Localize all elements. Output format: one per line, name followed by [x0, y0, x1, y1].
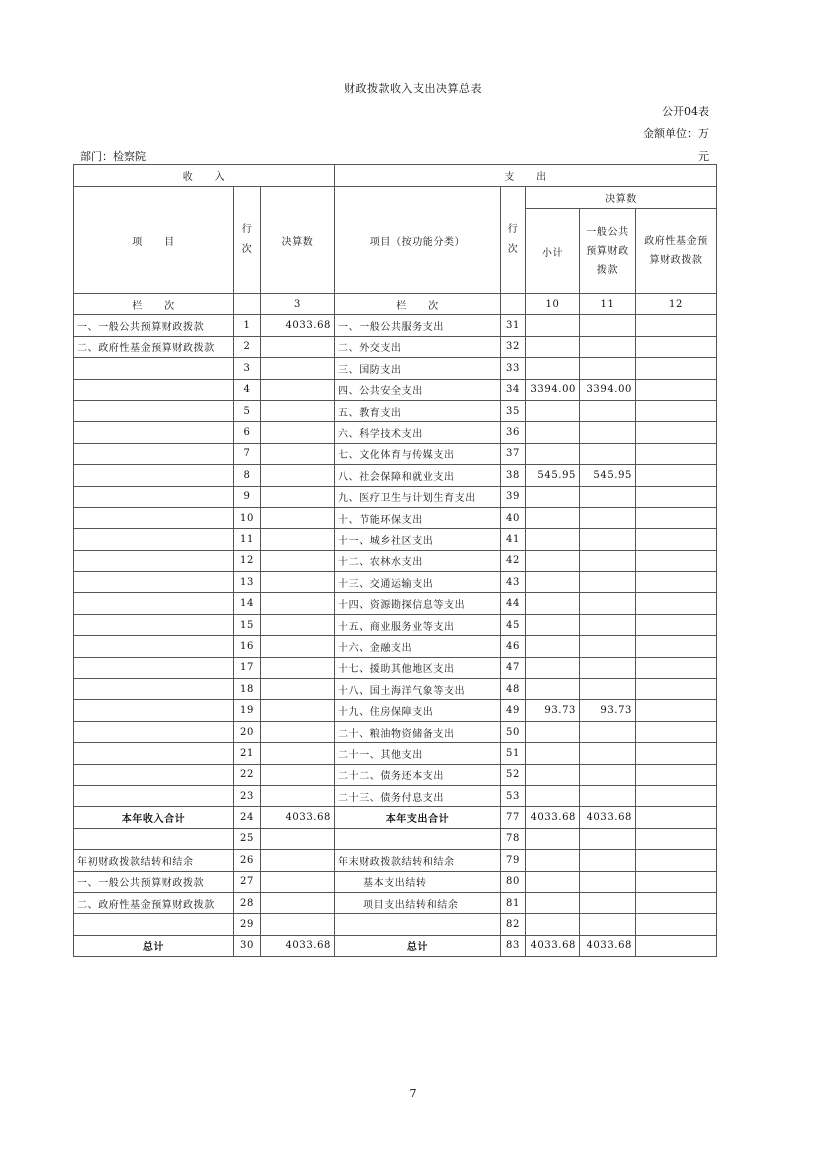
col-row-label-2: 栏 次	[335, 294, 501, 315]
expense-general	[580, 850, 636, 871]
expense-item: 二十一、其他支出	[335, 743, 501, 764]
expense-general	[580, 785, 636, 806]
expense-general	[580, 892, 636, 913]
expense-item: 十六、金融支出	[335, 636, 501, 657]
expense-subtotal	[526, 679, 580, 700]
row-no-header: 行次	[234, 187, 261, 294]
expense-fund	[636, 785, 717, 806]
expense-fund	[636, 593, 717, 614]
income-row-no: 4	[234, 379, 261, 400]
table-row	[74, 422, 717, 443]
expense-fund	[636, 850, 717, 871]
expense-fund	[636, 336, 717, 357]
expense-fund	[636, 422, 717, 443]
expense-fund	[636, 914, 717, 935]
income-amount	[261, 636, 335, 657]
expense-subtotal	[526, 785, 580, 806]
table-row	[74, 465, 717, 486]
expense-item: 一、一般公共服务支出	[335, 315, 501, 336]
expense-general: 545.95	[580, 465, 636, 486]
income-item: 本年收入合计	[74, 807, 234, 828]
expense-fund	[636, 465, 717, 486]
expense-item: 八、社会保障和就业支出	[335, 465, 501, 486]
expense-row-no: 79	[501, 850, 526, 871]
expense-general	[580, 336, 636, 357]
expense-row-no: 42	[501, 550, 526, 571]
income-amount	[261, 679, 335, 700]
expense-item: 二十三、债务付息支出	[335, 785, 501, 806]
income-amount	[261, 828, 335, 849]
expense-item	[335, 828, 501, 849]
income-row-no: 5	[234, 400, 261, 421]
expense-item: 年末财政拨款结转和结余	[335, 850, 501, 871]
income-amount	[261, 379, 335, 400]
income-row-no: 15	[234, 614, 261, 635]
general-budget-header: 一般公共预算财政拨款	[580, 209, 636, 294]
expense-fund	[636, 400, 717, 421]
income-item	[74, 465, 234, 486]
expense-subtotal	[526, 507, 580, 528]
income-item	[74, 400, 234, 421]
income-amount: 4033.68	[261, 935, 335, 956]
expense-general	[580, 679, 636, 700]
table-row	[74, 336, 717, 357]
expense-subtotal	[526, 593, 580, 614]
page-number: 7	[409, 1087, 417, 1100]
income-row-no: 6	[234, 422, 261, 443]
expense-general	[580, 443, 636, 464]
expense-subtotal	[526, 550, 580, 571]
income-item	[74, 614, 234, 635]
col-blank	[234, 294, 261, 315]
expense-general	[580, 550, 636, 571]
income-row-no: 7	[234, 443, 261, 464]
expense-subtotal	[526, 850, 580, 871]
expense-subtotal	[526, 657, 580, 678]
expense-fund	[636, 892, 717, 913]
expense-general	[580, 593, 636, 614]
expense-fund	[636, 828, 717, 849]
table-row	[74, 636, 717, 657]
expense-subtotal	[526, 400, 580, 421]
budget-summary-table	[73, 164, 717, 957]
expense-item: 十九、住房保障支出	[335, 700, 501, 721]
income-item	[74, 828, 234, 849]
expense-row-no: 38	[501, 465, 526, 486]
income-row-no: 13	[234, 572, 261, 593]
income-row-no: 14	[234, 593, 261, 614]
expense-fund	[636, 572, 717, 593]
col-row-label: 栏 次	[74, 294, 234, 315]
table-row	[74, 443, 717, 464]
income-item: 一、一般公共预算财政拨款	[74, 315, 234, 336]
income-item: 总计	[74, 935, 234, 956]
table-row	[74, 507, 717, 528]
expense-item: 四、公共安全支出	[335, 379, 501, 400]
expense-subtotal	[526, 443, 580, 464]
expense-item: 总计	[335, 935, 501, 956]
table-row	[74, 785, 717, 806]
expense-row-no: 46	[501, 636, 526, 657]
table-row	[74, 379, 717, 400]
expense-subtotal: 93.73	[526, 700, 580, 721]
income-row-no: 28	[234, 892, 261, 913]
form-number: 公开04表	[662, 105, 709, 118]
expense-fund	[636, 486, 717, 507]
expense-fund	[636, 807, 717, 828]
income-amount	[261, 593, 335, 614]
expense-row-no: 82	[501, 914, 526, 935]
expense-fund	[636, 529, 717, 550]
expense-fund	[636, 700, 717, 721]
expense-general	[580, 400, 636, 421]
table-row	[74, 550, 717, 571]
income-row-no: 29	[234, 914, 261, 935]
expense-subtotal	[526, 636, 580, 657]
income-row-no: 22	[234, 764, 261, 785]
income-row-no: 2	[234, 336, 261, 357]
col-blank-2	[501, 294, 526, 315]
expense-row-no: 78	[501, 828, 526, 849]
expense-subtotal: 4033.68	[526, 935, 580, 956]
expense-fund	[636, 507, 717, 528]
expense-fund	[636, 379, 717, 400]
table-row	[74, 721, 717, 742]
expense-row-no: 47	[501, 657, 526, 678]
expense-fund	[636, 315, 717, 336]
expense-general	[580, 657, 636, 678]
table-row	[74, 914, 717, 935]
expense-general	[580, 422, 636, 443]
expense-subtotal	[526, 721, 580, 742]
table-row	[74, 614, 717, 635]
expense-fund	[636, 443, 717, 464]
expense-item: 十七、援助其他地区支出	[335, 657, 501, 678]
expense-general	[580, 358, 636, 379]
expense-item: 六、科学技术支出	[335, 422, 501, 443]
expense-row-no: 32	[501, 336, 526, 357]
expense-subtotal	[526, 871, 580, 892]
expense-subtotal	[526, 315, 580, 336]
income-amount	[261, 486, 335, 507]
income-item	[74, 679, 234, 700]
income-item: 二、政府性基金预算财政拨款	[74, 336, 234, 357]
income-row-no: 24	[234, 807, 261, 828]
expense-row-no: 34	[501, 379, 526, 400]
expense-general	[580, 764, 636, 785]
income-amount	[261, 422, 335, 443]
expense-subtotal	[526, 422, 580, 443]
expense-general	[580, 721, 636, 742]
expense-general	[580, 614, 636, 635]
income-item	[74, 721, 234, 742]
col-11: 11	[580, 294, 636, 315]
table-row	[74, 764, 717, 785]
table-row	[74, 743, 717, 764]
expense-subtotal: 545.95	[526, 465, 580, 486]
income-row-no: 11	[234, 529, 261, 550]
expense-general: 93.73	[580, 700, 636, 721]
income-row-no: 17	[234, 657, 261, 678]
expense-item: 二十二、债务还本支出	[335, 764, 501, 785]
income-row-no: 21	[234, 743, 261, 764]
expense-general	[580, 486, 636, 507]
expense-row-no: 80	[501, 871, 526, 892]
expense-subtotal: 3394.00	[526, 379, 580, 400]
income-item: 年初财政拨款结转和结余	[74, 850, 234, 871]
income-row-no: 23	[234, 785, 261, 806]
expense-subtotal	[526, 486, 580, 507]
income-amount	[261, 465, 335, 486]
table-row	[74, 400, 717, 421]
expense-subtotal	[526, 614, 580, 635]
expense-item: 三、国防支出	[335, 358, 501, 379]
expense-subtotal	[526, 572, 580, 593]
income-amount	[261, 614, 335, 635]
income-item	[74, 550, 234, 571]
income-amount	[261, 700, 335, 721]
table-row	[74, 871, 717, 892]
fund-budget-header: 政府性基金预算财政拨款	[636, 209, 717, 294]
income-amount	[261, 850, 335, 871]
expense-general	[580, 572, 636, 593]
expense-row-no: 45	[501, 614, 526, 635]
expense-general	[580, 914, 636, 935]
expense-fund	[636, 358, 717, 379]
expense-row-no: 52	[501, 764, 526, 785]
income-item	[74, 379, 234, 400]
table-row	[74, 892, 717, 913]
table-row	[74, 679, 717, 700]
income-item	[74, 785, 234, 806]
expense-row-no: 41	[501, 529, 526, 550]
income-item: 一、一般公共预算财政拨款	[74, 871, 234, 892]
expense-item: 十三、交通运输支出	[335, 572, 501, 593]
expense-general	[580, 871, 636, 892]
expense-row-no: 51	[501, 743, 526, 764]
expense-item: 十、节能环保支出	[335, 507, 501, 528]
income-amount	[261, 550, 335, 571]
expense-row-no: 33	[501, 358, 526, 379]
income-amount	[261, 892, 335, 913]
income-amount: 4033.68	[261, 807, 335, 828]
expense-row-no: 36	[501, 422, 526, 443]
expense-row-no: 35	[501, 400, 526, 421]
expense-item: 项目支出结转和结余	[335, 892, 501, 913]
income-item	[74, 914, 234, 935]
row-no-header-2: 行次	[501, 187, 526, 294]
income-amount	[261, 358, 335, 379]
expense-row-no: 49	[501, 700, 526, 721]
income-row-no: 9	[234, 486, 261, 507]
expense-header: 支 出	[335, 165, 717, 187]
amount-unit-suffix: 元	[698, 150, 709, 163]
expense-subtotal	[526, 336, 580, 357]
income-row-no: 1	[234, 315, 261, 336]
expense-row-no: 83	[501, 935, 526, 956]
income-amount	[261, 657, 335, 678]
col-10: 10	[526, 294, 580, 315]
income-item	[74, 764, 234, 785]
expense-item: 基本支出结转	[335, 871, 501, 892]
income-amount	[261, 871, 335, 892]
table-row	[74, 700, 717, 721]
expense-item: 十一、城乡社区支出	[335, 529, 501, 550]
income-item	[74, 529, 234, 550]
income-item: 二、政府性基金预算财政拨款	[74, 892, 234, 913]
income-amount	[261, 443, 335, 464]
page-title: 财政拨款收入支出决算总表	[344, 82, 482, 95]
item-func-header: 项目（按功能分类）	[335, 187, 501, 294]
income-row-no: 18	[234, 679, 261, 700]
expense-subtotal	[526, 764, 580, 785]
subtotal-header: 小计	[526, 209, 580, 294]
expense-row-no: 31	[501, 315, 526, 336]
income-row-no: 26	[234, 850, 261, 871]
col-12: 12	[636, 294, 717, 315]
income-row-no: 10	[234, 507, 261, 528]
expense-subtotal: 4033.68	[526, 807, 580, 828]
department-label: 部门：检察院	[80, 150, 146, 163]
expense-general: 4033.68	[580, 807, 636, 828]
income-amount	[261, 572, 335, 593]
income-row-no: 25	[234, 828, 261, 849]
expense-general	[580, 315, 636, 336]
expense-fund	[636, 764, 717, 785]
income-item	[74, 636, 234, 657]
income-item	[74, 657, 234, 678]
expense-general	[580, 636, 636, 657]
table-row	[74, 828, 717, 849]
table-row	[74, 529, 717, 550]
expense-fund	[636, 550, 717, 571]
expense-fund	[636, 679, 717, 700]
expense-row-no: 37	[501, 443, 526, 464]
table-row	[74, 486, 717, 507]
expense-row-no: 50	[501, 721, 526, 742]
expense-general	[580, 529, 636, 550]
income-item	[74, 593, 234, 614]
expense-fund	[636, 935, 717, 956]
amount-unit: 金额单位：万	[643, 127, 709, 140]
expense-fund	[636, 721, 717, 742]
expense-fund	[636, 636, 717, 657]
expense-row-no: 77	[501, 807, 526, 828]
income-row-no: 8	[234, 465, 261, 486]
income-item	[74, 443, 234, 464]
expense-item: 十五、商业服务业等支出	[335, 614, 501, 635]
income-amount: 4033.68	[261, 315, 335, 336]
expense-row-no: 39	[501, 486, 526, 507]
income-item	[74, 572, 234, 593]
income-row-no: 16	[234, 636, 261, 657]
income-amount	[261, 507, 335, 528]
expense-fund	[636, 871, 717, 892]
table-row	[74, 593, 717, 614]
income-header: 收 入	[74, 165, 335, 187]
expense-subtotal	[526, 743, 580, 764]
income-row-no: 19	[234, 700, 261, 721]
expense-row-no: 48	[501, 679, 526, 700]
income-row-no: 20	[234, 721, 261, 742]
expense-item: 五、教育支出	[335, 400, 501, 421]
expense-fund	[636, 614, 717, 635]
expense-subtotal	[526, 892, 580, 913]
income-amount	[261, 336, 335, 357]
expense-subtotal	[526, 828, 580, 849]
income-item	[74, 422, 234, 443]
income-item	[74, 358, 234, 379]
expense-row-no: 81	[501, 892, 526, 913]
income-amount	[261, 400, 335, 421]
income-item	[74, 486, 234, 507]
expense-item: 二、外交支出	[335, 336, 501, 357]
expense-item: 十二、农林水支出	[335, 550, 501, 571]
income-row-no: 30	[234, 935, 261, 956]
expense-item: 本年支出合计	[335, 807, 501, 828]
table-row	[74, 315, 717, 336]
income-amount	[261, 764, 335, 785]
income-item	[74, 507, 234, 528]
income-amount	[261, 529, 335, 550]
income-item	[74, 700, 234, 721]
expense-fund	[636, 657, 717, 678]
expense-general: 3394.00	[580, 379, 636, 400]
expense-row-no: 40	[501, 507, 526, 528]
income-amount	[261, 914, 335, 935]
final-amount-header: 决算数	[261, 187, 335, 294]
table-row	[74, 358, 717, 379]
expense-item: 九、医疗卫生与计划生育支出	[335, 486, 501, 507]
table-row	[74, 657, 717, 678]
item-header: 项 目	[74, 187, 234, 294]
final-group-header: 决算数	[526, 187, 717, 209]
expense-general: 4033.68	[580, 935, 636, 956]
expense-general	[580, 743, 636, 764]
income-amount	[261, 785, 335, 806]
expense-item: 十八、国土海洋气象等支出	[335, 679, 501, 700]
table-row	[74, 572, 717, 593]
expense-row-no: 44	[501, 593, 526, 614]
expense-subtotal	[526, 358, 580, 379]
income-amount	[261, 743, 335, 764]
table-row	[74, 850, 717, 871]
expense-general	[580, 507, 636, 528]
income-row-no: 3	[234, 358, 261, 379]
expense-item: 七、文化体育与传媒支出	[335, 443, 501, 464]
income-row-no: 12	[234, 550, 261, 571]
income-row-no: 27	[234, 871, 261, 892]
col-3: 3	[261, 294, 335, 315]
expense-item: 十四、资源勘探信息等支出	[335, 593, 501, 614]
income-amount	[261, 721, 335, 742]
table-row	[74, 935, 717, 956]
expense-fund	[636, 743, 717, 764]
expense-item	[335, 914, 501, 935]
expense-subtotal	[526, 529, 580, 550]
expense-general	[580, 828, 636, 849]
expense-row-no: 53	[501, 785, 526, 806]
expense-item: 二十、粮油物资储备支出	[335, 721, 501, 742]
expense-row-no: 43	[501, 572, 526, 593]
income-item	[74, 743, 234, 764]
expense-subtotal	[526, 914, 580, 935]
table-row	[74, 807, 717, 828]
